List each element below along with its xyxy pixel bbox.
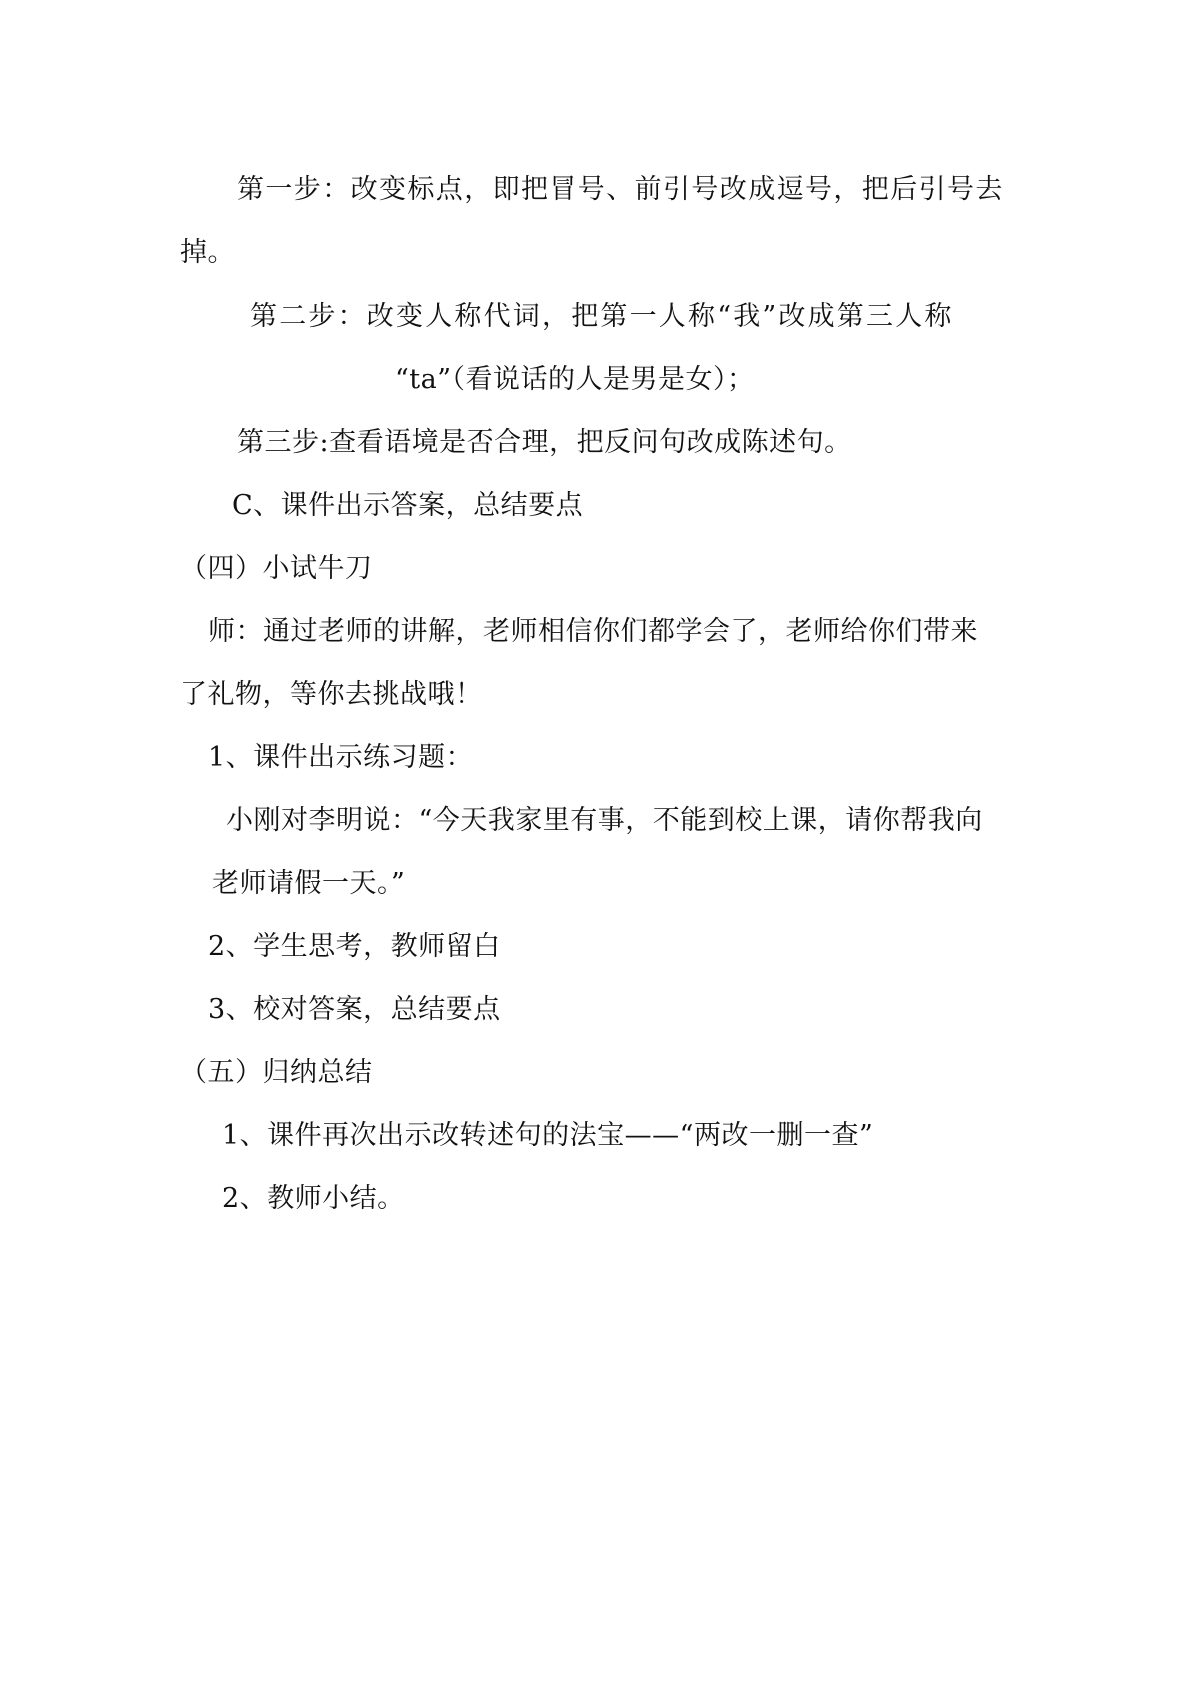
- exercise-text-line-2: 老师请假一天。”: [212, 868, 406, 899]
- exercise-item-2: 2、学生思考，教师留白: [208, 931, 501, 962]
- step-three-line: 第三步:查看语境是否合理，把反问句改成陈述句。: [237, 427, 852, 458]
- exercise-item-1: 1、课件出示练习题：: [208, 742, 474, 773]
- step-two-line-2: “ta”（看说话的人是男是女）；: [395, 364, 755, 395]
- step-one-line-2: 掉。: [180, 237, 235, 268]
- section-five-heading: （五）归纳总结: [180, 1057, 373, 1088]
- summary-item-1: 1、课件再次出示改转述句的法宝——“两改一删一查”: [222, 1120, 874, 1151]
- exercise-text-line-1: 小刚对李明说：“今天我家里有事，不能到校上课，请你帮我向: [226, 805, 983, 836]
- section-four-heading: （四）小试牛刀: [180, 553, 373, 584]
- teacher-speech-line-1: 师：通过老师的讲解，老师相信你们都学会了，老师给你们带来: [208, 616, 978, 647]
- teacher-speech-line-2: 了礼物，等你去挑战哦！: [180, 679, 483, 710]
- exercise-item-3: 3、校对答案，总结要点: [208, 994, 501, 1025]
- answer-summary-line: C、课件出示答案，总结要点: [232, 490, 584, 521]
- summary-item-2: 2、教师小结。: [222, 1183, 405, 1214]
- step-two-line-1: 第二步：改变人称代词，把第一人称“我”改成第三人称: [250, 301, 954, 332]
- step-one-line-1: 第一步：改变标点，即把冒号、前引号改成逗号，把后引号去: [237, 174, 1004, 205]
